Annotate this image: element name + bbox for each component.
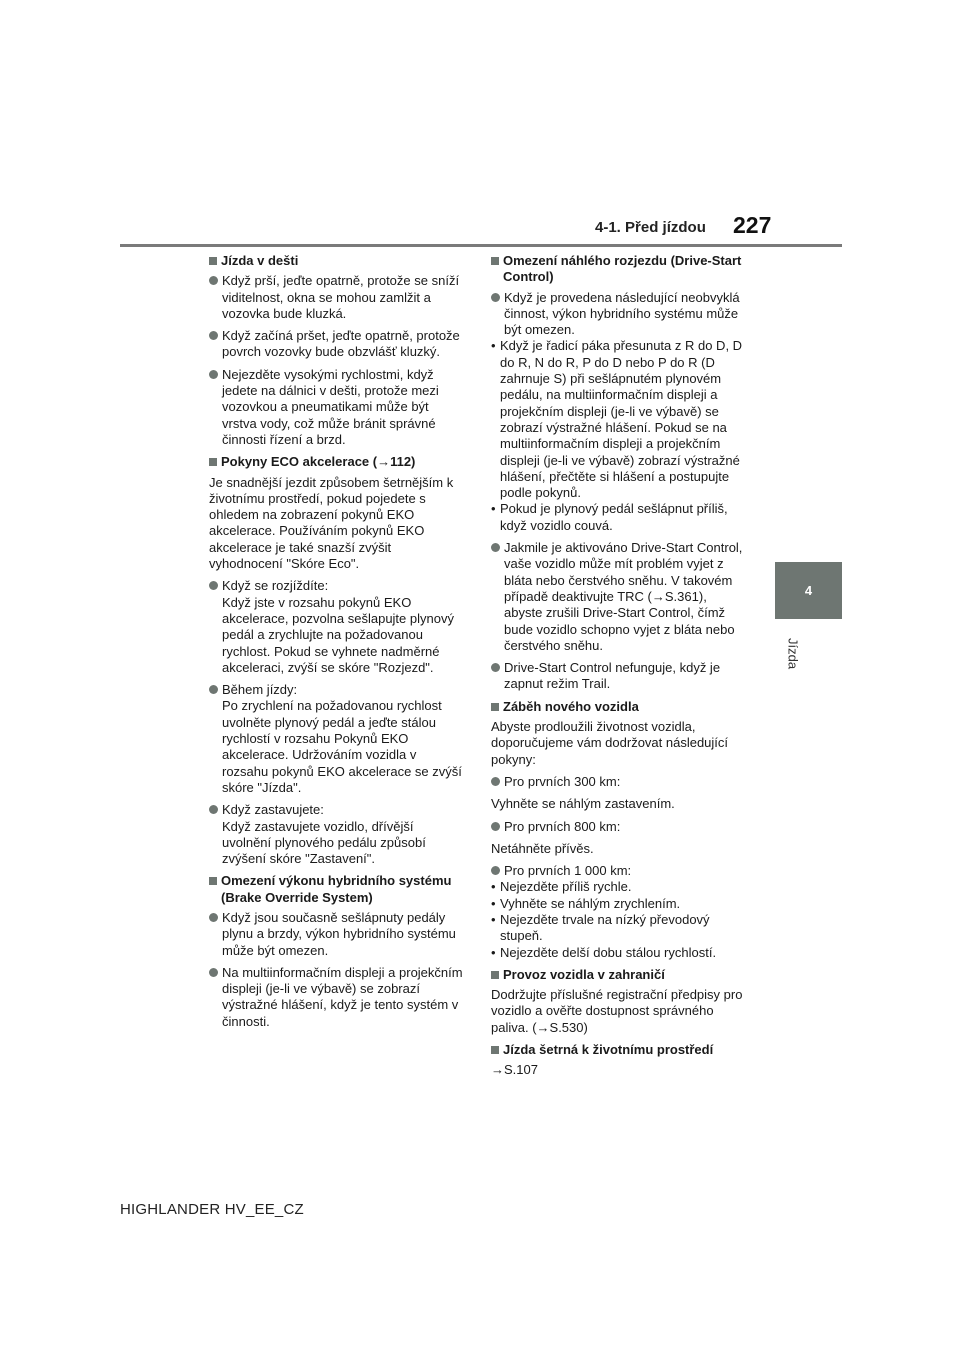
dot-bullet-icon: • xyxy=(491,879,496,895)
square-bullet-icon xyxy=(491,1046,499,1054)
chapter-tab[interactable] xyxy=(775,562,842,619)
section-heading: Omezení výkonu hybridního systému (Brake Override System) xyxy=(209,873,466,906)
list-item: Když je provedena následující neobvyklá činnost, výkon hybridního systému může být omezen. xyxy=(491,290,748,339)
circle-bullet-icon xyxy=(209,968,218,977)
section-heading: Jízda šetrná k životnímu prostředí xyxy=(491,1042,748,1058)
paragraph: Netáhněte přívěs. xyxy=(491,840,594,856)
section-title: 4-1. Před jízdou xyxy=(595,219,706,236)
sub-list-item: • Nejezděte příliš rychle. xyxy=(491,879,632,895)
square-bullet-icon xyxy=(491,257,499,265)
sub-list-item: • Nejezděte trvale na nízký převodový stupeň. xyxy=(491,911,710,944)
sub-list-item: • Vyhněte se náhlým zrychlením. xyxy=(491,895,681,911)
circle-bullet-icon xyxy=(209,913,218,922)
dot-bullet-icon: • xyxy=(491,338,496,354)
section-heading: Záběh nového vozidla xyxy=(491,699,748,715)
square-bullet-icon xyxy=(209,877,217,885)
list-item: Drive-Start Control nefunguje, když je zapnut režim Trail. xyxy=(491,660,748,693)
list-item: Pro prvních 300 km: xyxy=(491,774,748,790)
circle-bullet-icon xyxy=(209,370,218,379)
paragraph: Abyste prodloužili životnost vozidla, doporučujeme vám dodržovat následující pokyny: xyxy=(491,719,729,767)
square-bullet-icon xyxy=(209,257,217,265)
sub-list-item: • Pokud je plynový pedál sešlápnut příliš, když vozidlo couvá. xyxy=(491,501,728,533)
circle-bullet-icon xyxy=(209,276,218,285)
circle-bullet-icon xyxy=(491,543,500,552)
list-item: Když zastavujete: Když zastavujete vozidlo, dřívější uvolnění plynového pedálu způsobí zvýšení skóre "Zastavení". xyxy=(209,802,466,867)
circle-bullet-icon xyxy=(491,777,500,786)
list-item: Když prší, jeďte opatrně, protože se sníží viditelnost, okna se mohou zamlžit a vozovka bude kluzká. xyxy=(209,273,466,322)
dot-bullet-icon: • xyxy=(491,895,496,911)
list-item: Nejezděte vysokými rychlostmi, když jedete na dálnici v dešti, protože mezi vozovkou a pneumatikami může být vrstva vody, což může bránit správné činnosti řízení a brzd. xyxy=(209,367,466,448)
footer-model-code: HIGHLANDER HV_EE_CZ xyxy=(120,1201,304,1218)
dot-bullet-icon: • xyxy=(491,501,496,517)
page-reference-link[interactable]: →S.107 xyxy=(491,1062,538,1078)
square-bullet-icon xyxy=(491,703,499,711)
right-column xyxy=(491,253,748,1085)
chapter-label: Jízda xyxy=(785,638,801,670)
dot-bullet-icon: • xyxy=(491,944,496,960)
list-item: Když se rozjíždíte: Když jste v rozsahu pokynů EKO akcelerace, pozvolna sešlapujte plynový pedál a zrychlujte na požadovanou rychlost. Pokud se vyhnete nadměrné akceleraci, zvýší se skóre "Rozjezd". xyxy=(209,578,466,676)
list-item: Když začíná pršet, jeďte opatrně, protože povrch vozovky bude obzvlášť kluzký. xyxy=(209,328,466,361)
list-item: Pro prvních 800 km: xyxy=(491,819,748,835)
page-number: 227 xyxy=(733,212,772,238)
circle-bullet-icon xyxy=(209,331,218,340)
paragraph: Dodržujte příslušné registrační předpisy pro vozidlo a ověřte dostupnost správného paliva. (→S.530) xyxy=(491,987,743,1035)
circle-bullet-icon xyxy=(491,822,500,831)
circle-bullet-icon xyxy=(209,805,218,814)
section-heading: Provoz vozidla v zahraničí xyxy=(491,967,748,983)
circle-bullet-icon xyxy=(209,581,218,590)
square-bullet-icon xyxy=(209,458,217,466)
chapter-number: 4 xyxy=(804,583,813,598)
circle-bullet-icon xyxy=(209,685,218,694)
header-divider xyxy=(120,244,842,247)
section-heading: Jízda v dešti xyxy=(209,253,466,269)
sub-list-item: • Nejezděte delší dobu stálou rychlostí. xyxy=(491,944,717,960)
section-heading: Pokyny ECO akcelerace (→112) xyxy=(209,454,466,470)
paragraph: Vyhněte se náhlým zastavením. xyxy=(491,796,675,812)
section-heading: Omezení náhlého rozjezdu (Drive-Start Control) xyxy=(491,253,748,286)
list-item: Během jízdy: Po zrychlení na požadovanou rychlost uvolněte plynový pedál a jeďte stálou rychlostí v rozsahu Pokynů EKO akcelerace. Udržováním vozidla v rozsahu pokynů EKO akcelerace se zvýší skóre "Jízda". xyxy=(209,682,466,796)
list-item: Když jsou současně sešlápnuty pedály plynu a brzdy, výkon hybridního systému může být omezen. xyxy=(209,910,466,959)
circle-bullet-icon xyxy=(491,663,500,672)
paragraph: Je snadnější jezdit způsobem šetrnějším k životnímu prostředí, pokud pojedete s ohledem na zobrazení pokynů EKO akcelerace. Používáním pokynů EKO akcelerace je také snazší zvýšit vyhodnocení "Skóre Eco". xyxy=(209,474,454,572)
circle-bullet-icon xyxy=(491,293,500,302)
list-item: Pro prvních 1 000 km: xyxy=(491,863,748,879)
circle-bullet-icon xyxy=(491,866,500,875)
list-item: Jakmile je aktivováno Drive-Start Control, vaše vozidlo může mít problém vyjet z bláta nebo čerstvého sněhu. V takovém případě deaktivujte TRC (→S.361), abyste zrušili Drive-Start Control, čímž bude vozidlo schopno vyjet z bláta nebo čerstvého sněhu. xyxy=(491,540,748,654)
list-item: Na multiinformačním displeji a projekčním displeji (je-li ve výbavě) se zobrazí výstražné hlášení, když je tento systém v činnosti. xyxy=(209,965,466,1030)
left-column xyxy=(209,253,466,1036)
dot-bullet-icon: • xyxy=(491,911,496,927)
square-bullet-icon xyxy=(491,971,499,979)
sub-list-item: • Když je řadicí páka přesunuta z R do D, D do R, N do R, P do D nebo P do R (D zahrnuje S) při sešlápnutém plynovém pedálu, na multiinformačním displeji a projekčním displeji (je-li ve výbavě) se zobrazí výstražné hlášení. Pokud se na multiinformačním displeji a projekčním displeji (je-li ve výbavě) zobrazí výstražné hlášení, přečtěte si hlášení a postupujte podle pokynů. xyxy=(491,338,743,501)
